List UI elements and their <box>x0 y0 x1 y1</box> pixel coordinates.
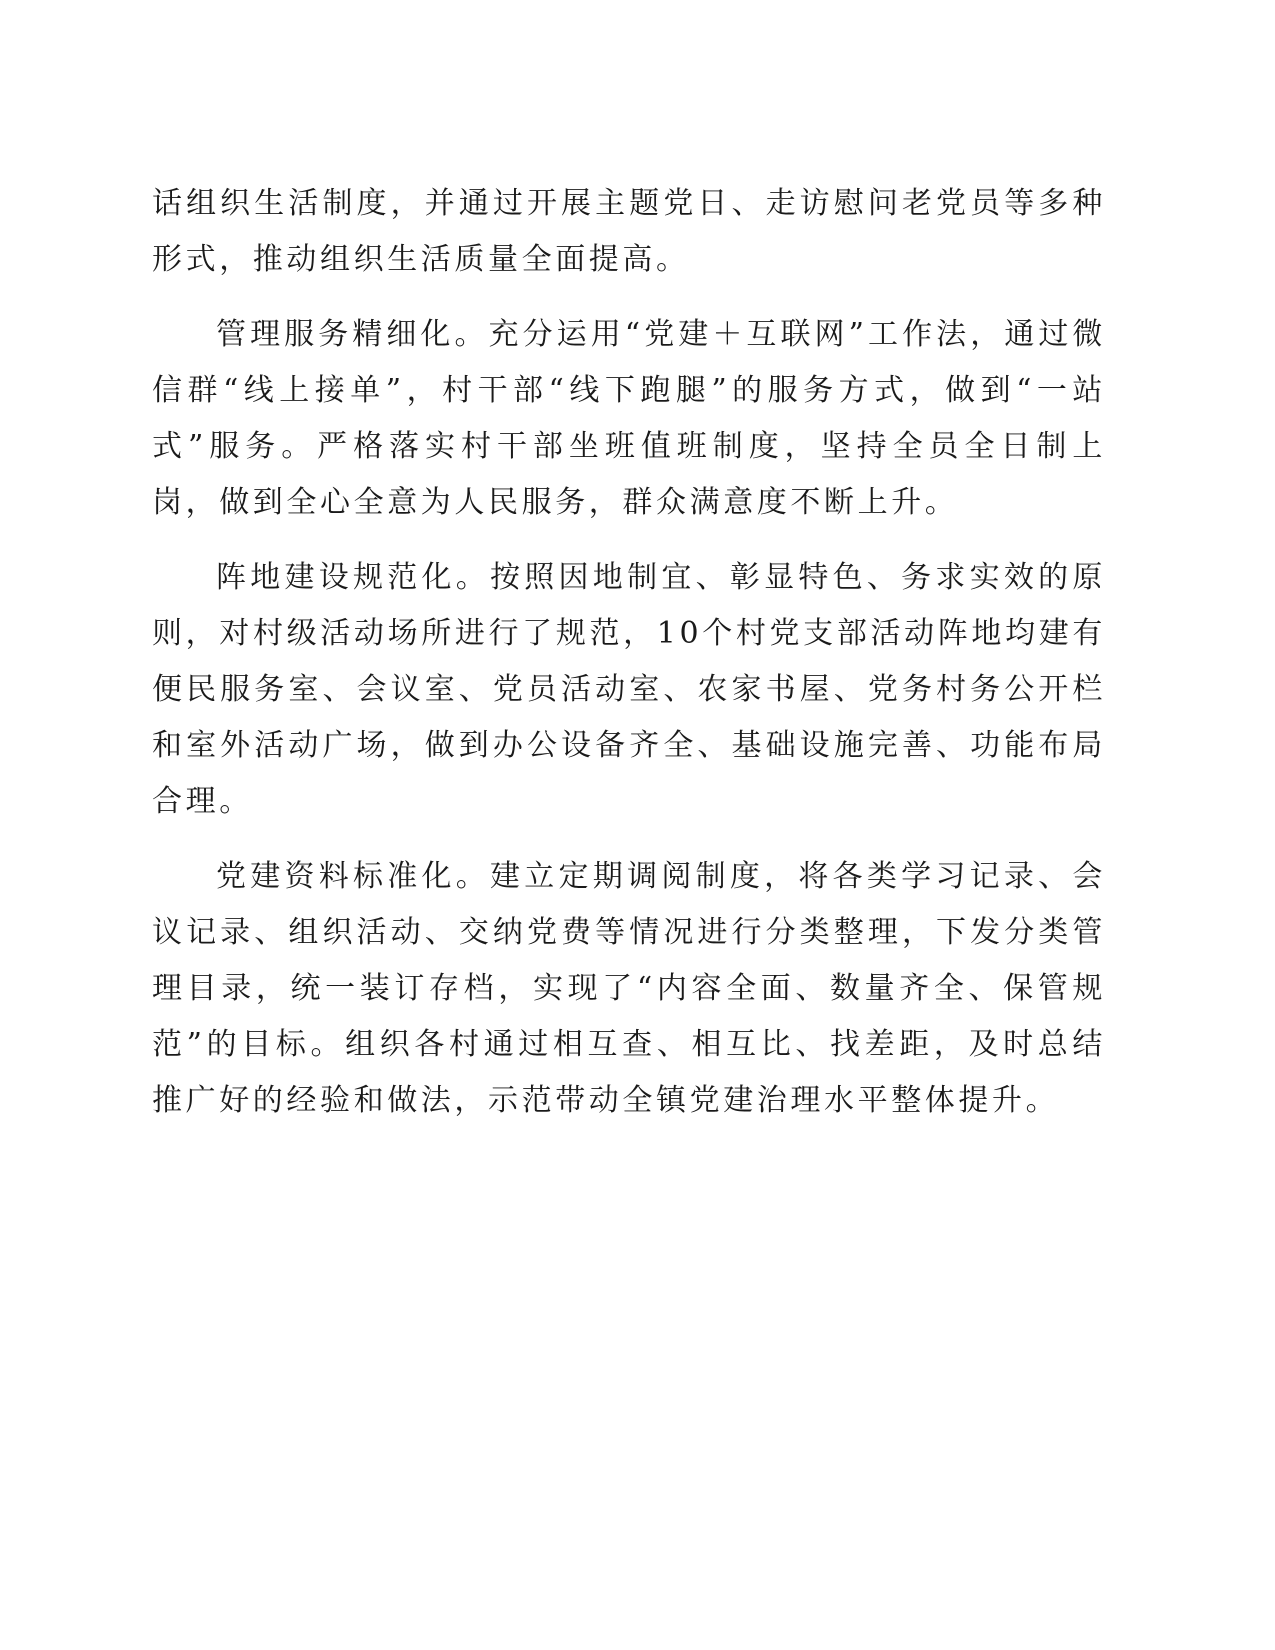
paragraph-continued: 话组织生活制度，并通过开展主题党日、走访慰问老党员等多种形式，推动组织生活质量全面提高。 <box>152 186 1106 277</box>
document-body <box>152 176 1106 1148</box>
paragraph-venue-construction: 阵地建设规范化。按照因地制宜、彰显特色、务求实效的原则，对村级活动场所进行了规范，10个村党支部活动阵地均建有便民服务室、会议室、党员活动室、农家书屋、党务村务公开栏和室外活动广场，做到办公设备齐全、基础设施完善、功能布局合理。 <box>152 560 1106 819</box>
paragraph-management-service: 管理服务精细化。充分运用“党建＋互联网”工作法，通过微信群“线上接单”，村干部“线下跑腿”的服务方式，做到“一站式”服务。严格落实村干部坐班值班制度，坚持全员全日制上岗，做到全心全意为人民服务，群众满意度不断上升。 <box>152 317 1106 520</box>
paragraph-party-materials: 党建资料标准化。建立定期调阅制度，将各类学习记录、会议记录、组织活动、交纳党费等情况进行分类整理，下发分类管理目录，统一装订存档，实现了“内容全面、数量齐全、保管规范”的目标。组织各村通过相互查、相互比、找差距，及时总结推广好的经验和做法，示范带动全镇党建治理水平整体提升。 <box>152 859 1106 1118</box>
